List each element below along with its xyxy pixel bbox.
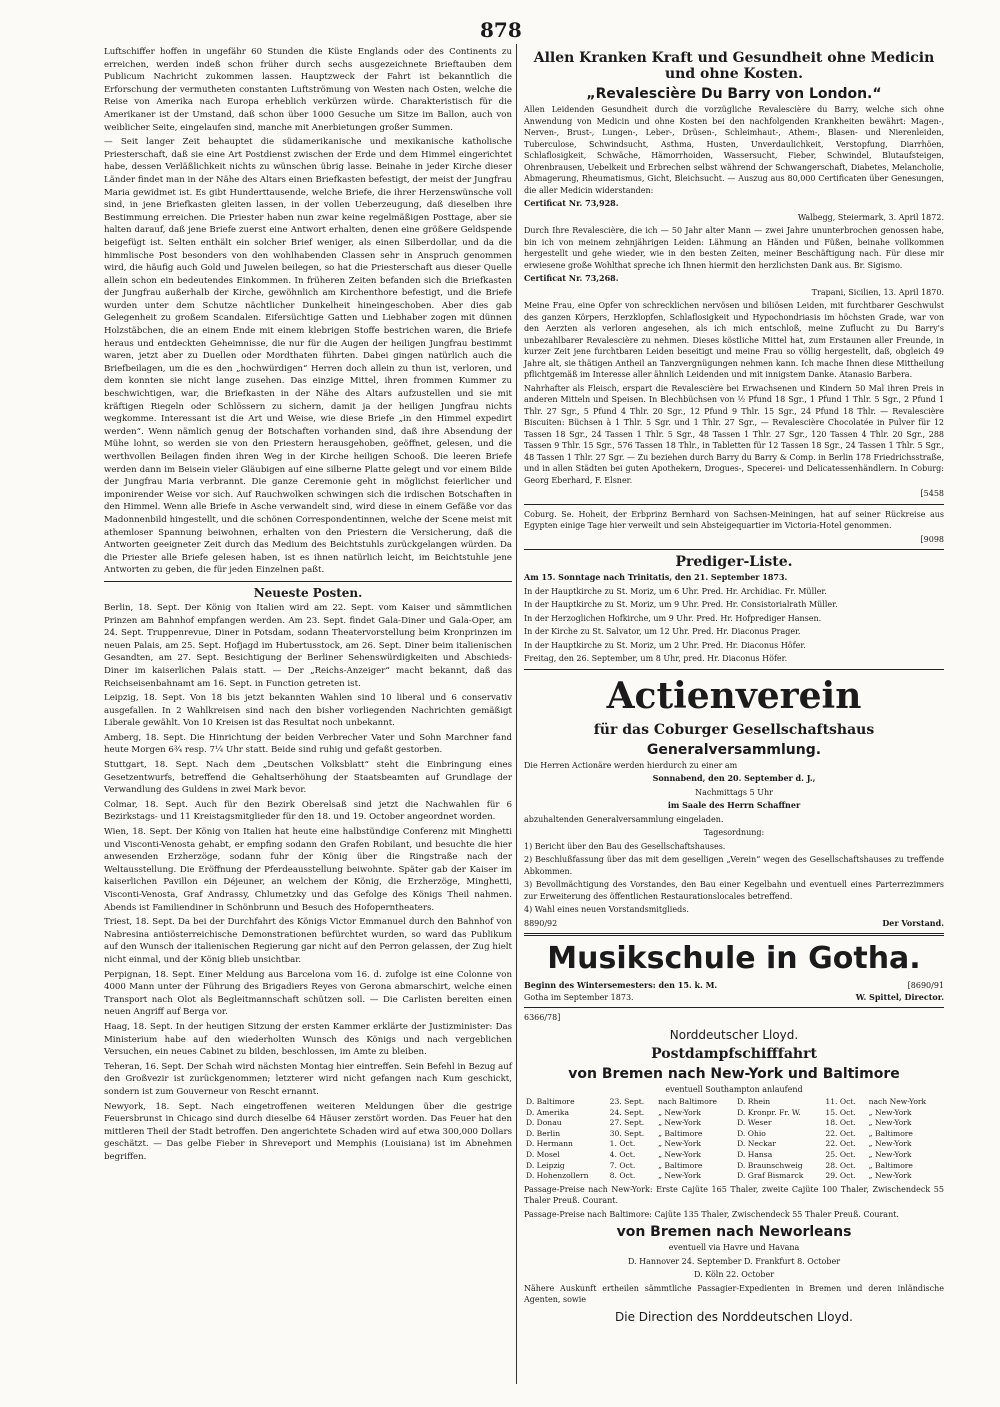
ship-cell: D. Hohenzollern bbox=[526, 1171, 589, 1181]
ship-row bbox=[524, 1161, 944, 1172]
lloyd-pass2: Passage-Preise nach Baltimore: Cajüte 135 Thaler, Zwischendeck 55 Thaler Preuß. Courant. bbox=[524, 1209, 899, 1219]
ship-cell: 24. Sept. bbox=[609, 1107, 645, 1117]
lloyd-pass1: Passage-Preise nach New-York: Erste Cajüte 165 Thaler, zweite Cajüte 100 Thaler, Zwischendeck 55 Thaler Preuß. Courant. bbox=[524, 1184, 944, 1206]
barry-prices: Nahrhafter als Fleisch, erspart die Revalescière bei Erwachsenen und Kindern 50 Mal ihren Preis in anderen Mitteln und Speisen. In Blechbüchsen von ½ Pfund 18 Sgr., 1 Pfund 1 Thlr. 5 Sgr., 2 Pfund 1 Thlr. 27 Sgr., 5 Pfund 4 Thlr. 20 Sgr., 12 Pfund 9 Thlr. 15 Sgr., 24 Pfund 18 Thlr. — Revalescière Biscuiten: Büchsen à 1 Thlr. 5 Sgr. und 1 Thlr. 27 Sgr., — Revalescière Chocolatée in Pulver für 12 Tassen 18 Sgr., 24 Tassen 1 Thlr. 5 Sgr., 48 Tassen 1 Thlr. 27 Sgr., 120 Tassen 4 Thlr. 20 Sgr., 288 Tassen 9 Thlr. 15 Sgr., 576 Tassen 18 Thlr., in Tabletten für 12 Tassen 18 Sgr., 24 Tassen 1 Thlr. 5 Sgr., 48 Tassen 1 Thlr. 27 Sgr. — Zu beziehen durch Barry du Barry & Comp. in Berlin 178 Friedrichsstraße, und in allen Städten bei guten Apothekern, Drogues-, Specerei- und Delicatessenhändlern. In Coburg: Georg Eberhard, F. Elsner. bbox=[524, 383, 944, 485]
ship-row bbox=[524, 1118, 944, 1129]
ship-cell: D. Amerika bbox=[526, 1107, 570, 1117]
ship-cell: 22. Oct. bbox=[825, 1139, 856, 1149]
divider bbox=[104, 581, 512, 582]
agenda-item: 3) Bevollmächtigung des Vorstandes, den Bau einer Kegelbahn und eventuell eines Parterrezimmers zur Erweiterung des öffentlichen Restaurationslocales betreffend. bbox=[524, 880, 944, 901]
actien-title: Actienverein bbox=[606, 674, 862, 717]
column-divider bbox=[516, 44, 517, 1384]
news-item: Wien, 18. Sept. Der König von Italien hat heute eine halbstündige Conferenz mit Minghetti und Visconti-Venosta gehabt, er empfing sodann den Grafen Robilant, und besuchte die hier anwesenden Erzherzöge, sodann fuhr der König über die Ringstraße nach der Weltausstellung. Die Eröffnung der Pferdeausstellung beiwohnte. Später gab der Kaiser im kaiserlichen Pavillon ein Déjeuner, an welchem der König, die Erzherzöge, Minghetti, Visconti-Venosta, Graf Andrassy, Chlumetzky und das Gefolge des Königs Theil nahmen. Abends ist Familiendiner in Schönbrunn und Besuch des Hofoperntheaters. bbox=[104, 827, 512, 913]
divider bbox=[524, 549, 944, 550]
ship-cell: D. Neckar bbox=[737, 1139, 776, 1149]
lloyd-ships3: D. Köln 22. October bbox=[693, 1270, 775, 1280]
ships-table bbox=[524, 1097, 944, 1182]
ship-cell: 30. Sept. bbox=[609, 1128, 645, 1138]
actien-place: im Saale des Herrn Schaffner bbox=[667, 800, 801, 810]
article-heavenly-post: — Seit langer Zeit behauptet die südamerikanische und mexikanische katholische Priesterschaft, daß sie eine Art Postdienst zwischen der Erde und dem Himmel eingerichtet habe, dessen Verläßlichkeit nichts zu wünschen übrig lasse. Beinahe in jeder Kirche dieser Länder findet man in der Nähe des Altars einen Briefkasten befestigt, der meist der Jungfrau Maria gewidmet ist. Es gibt Hunderttausende, welche Briefe, die ihrer Herzenswünsche voll sind, in jene Briefkasten gleiten lassen, in der vollen Ueberzeugung, daß dieselben ihre Bestimmung erreichen. Die Priester haben nun zwar keine regelmäßigen Posttage, aber sie halten darauf, daß jene Briefe zuerst eine Antwort erhalten, denen eine größere Geldspende beigefügt ist. Selten enthält ein solcher Brief weniger, als einen Silberdollar, und da die himmlische Post besonders von den wohlhabenden Classen sehr in Anspruch genommen wird, die häufig auch Gold und Juwelen beilegen, so hat die Priesterschaft aus dieser Quelle allein schon ein bedeutendes Einkommen. In früheren Zeiten befanden sich die Briefkasten der Jungfrau außerhalb der Kirche, gewöhnlich am Kirchenthore befestigt, und die Briefe wurden unter dem Schutze nächtlicher Dunkelheit hineingeschoben. Aber dies gab Gelegenheit zu großem Scandalen. Eifersüchtige Gatten und Liebhaber zogen mit dünnen Holzstäbchen, die an einem Ende mit einem klebrigen Stoffe bestrichen waren, die Briefe heraus und entdeckten Geheimnisse, die nur für die Augen der heiligen Jungfrau bestimmt waren, jetzt aber zu Duellen oder Mordthaten führten. Dabei gingen natürlich auch die Briefbeilagen, um die es den „hochwürdigen“ Herren doch allein zu thun ist, verloren, und dem konnten sie nicht lange zusehen. Das einzige Mittel, ihren frommen Kummer zu beschwichtigen, war, die Briefkasten in der Nähe des Altars aufzustellen und sie mit kräftigen Riegeln oder Schlössern zu sichern, damit ja der heiligen Jungfrau nichts wegkomme. Interessant ist die Art und Weise, wie diese Briefe „in den Himmel expedirt werden“. Wenn nämlich genug der Botschaften vorhanden sind, daß ihre Absendung der Mühe lohnt, so werden sie von den Priestern herausgehoben, geöffnet, gelesen, und die werthvollen Beilagen finden ihren Weg in der Kirche heiligen Schooß. Die leeren Briefe werden dann im Beisein vieler Gläubigen auf eine silberne Platte gelegt und vor einem Bilde der Jungfrau Maria verbrannt. Die ganze Ceremonie geht in möglichst feierlicher und imponirender Weise vor sich. Auf Rauchwolken schwingen sich die irdischen Botschaften in den Himmel. Wenn alle Briefe in Asche verwandelt sind, wird diese in einem Gefäße vor das Madonnenbild hingestellt, und die schönen Correspondentinnen, welche der Scene meist mit athemloser Spannung beiwohnen, erhalten von den Priestern die Versicherung, daß die Antworten geeigneter Zeit durch das Medium des Beichtstuhls zurückgelangen würden. Da die Priester alle Briefe gelesen haben, ist es ihnen natürlich leicht, im Beichtstuhle jene Antworten zu geben, die für jeden Einzelnen paßt. bbox=[104, 137, 512, 576]
ship-cell: „ Baltimore bbox=[868, 1128, 913, 1138]
music-place: Gotha im September 1873. bbox=[524, 992, 634, 1002]
cert1-text: Durch Ihre Revalescière, die ich — 50 Jahr alter Mann — zwei Jahre ununterbrochen genossen habe, bin ich von meinem zehnjährigen Leiden: Lähmung an Händen und Füßen, beinahe vollkommen hergestellt und gehe wieder, wie in den besten Zeiten, meiner Beschäftigung nach. Für diese mir erwiesene große Wohlthat spreche ich Ihnen hiermit den herzlichsten Dank aus. Br. Sigismo. bbox=[524, 226, 944, 270]
agenda-item: 1) Bericht über den Bau des Gesellschaftshauses. bbox=[524, 841, 726, 851]
lloyd-company: Norddeutscher Lloyd. bbox=[669, 1027, 799, 1042]
ship-cell: D. Berlin bbox=[526, 1128, 561, 1138]
lloyd-route: von Bremen nach New-York und Baltimore bbox=[568, 1065, 900, 1082]
preacher-line: In der Hauptkirche zu St. Moriz, um 9 Uhr. Pred. Hr. Consistorialrath Müller. bbox=[524, 600, 838, 609]
ship-cell: D. Braunschweig bbox=[737, 1160, 803, 1170]
divider bbox=[524, 669, 944, 670]
ship-cell: „ New-York bbox=[658, 1118, 701, 1128]
ship-cell: 28. Oct. bbox=[825, 1160, 856, 1170]
lloyd-advertisement bbox=[524, 1012, 944, 1324]
actien-date: Sonnabend, den 20. September d. J., bbox=[652, 773, 816, 783]
news-item: Colmar, 18. Sept. Auch für den Bezirk Oberelsaß sind jetzt die Nachwahlen für 6 Bezirkstags- und 11 Kreistagsmitglieder für den 18. und 19. October angeordnet worden. bbox=[104, 799, 512, 823]
ship-cell: 25. Oct. bbox=[825, 1149, 856, 1159]
music-title: Musikschule in Gotha. bbox=[547, 941, 921, 976]
barry-advertisement bbox=[524, 50, 944, 500]
lloyd-via2: eventuell via Havre und Havana bbox=[668, 1243, 800, 1253]
actien-sign: Der Vorstand. bbox=[882, 917, 944, 928]
ship-cell: 7. Oct. bbox=[609, 1160, 636, 1170]
ship-cell: „ Baltimore bbox=[658, 1160, 703, 1170]
news-item: Stuttgart, 18. Sept. Nach dem „Deutschen Volksblatt“ steht die Einbringung eines Gesetzentwurfs, betreffend die Gehaltserhöhung der Staatsbeamten auf Grundlage der Verwandlung des Guldens in zwei Mark bevor. bbox=[104, 760, 512, 796]
ship-cell: D. Rhein bbox=[737, 1097, 771, 1106]
ship-cell: D. Mosel bbox=[526, 1149, 560, 1159]
ship-cell: „ New-York bbox=[658, 1149, 701, 1159]
music-line: Beginn des Wintersemesters: den 15. k. M. bbox=[524, 980, 718, 990]
actien-sub2: Generalversammlung. bbox=[646, 741, 822, 758]
preacher-sub: Am 15. Sonntage nach Trinitatis, den 21. September 1873. bbox=[524, 572, 788, 582]
ship-cell: 23. Sept. bbox=[609, 1097, 645, 1106]
ship-cell: 8. Oct. bbox=[609, 1171, 636, 1181]
actien-held: abzuhaltenden Generalversammlung eingeladen. bbox=[524, 814, 724, 824]
actien-sub1: für das Coburger Gesellschaftshaus bbox=[593, 721, 875, 738]
ship-cell: D. Hermann bbox=[526, 1139, 573, 1149]
lloyd-via: eventuell Southampton anlaufend bbox=[665, 1084, 803, 1094]
barry-title: Allen Kranken Kraft und Gesundheit ohne Medicin und ohne Kosten. bbox=[533, 50, 935, 82]
barry-ref: [5458 bbox=[920, 489, 944, 498]
ship-cell: „ New-York bbox=[658, 1107, 701, 1117]
lloyd-ref: 6366/78] bbox=[524, 1013, 561, 1022]
ship-cell: nach New-York bbox=[868, 1097, 927, 1106]
ship-row bbox=[524, 1108, 944, 1119]
ship-cell: 18. Oct. bbox=[825, 1118, 856, 1128]
actien-notice bbox=[524, 674, 944, 930]
ship-cell: D. Ohio bbox=[737, 1128, 766, 1138]
ship-cell: D. Kronpr. Fr. W. bbox=[737, 1107, 801, 1117]
news-item: Triest, 18. Sept. Da bei der Durchfahrt des Königs Victor Emmanuel durch den Bahnhof von Nabresina antiösterreichische Demonstrationen befürchtet wurden, so ward das Publikum auf den Wunsch der italienischen Regierung gar nicht auf den Perron gelassen, der Zug hielt nicht einmal, und der König blieb unsichtbar. bbox=[104, 917, 512, 965]
ship-cell: D. Baltimore bbox=[526, 1097, 575, 1106]
ship-cell: „ New-York bbox=[868, 1171, 912, 1181]
agenda-list bbox=[524, 841, 944, 916]
left-column bbox=[104, 46, 512, 1165]
ship-cell: 15. Oct. bbox=[825, 1107, 856, 1117]
ship-cell: „ New-York bbox=[868, 1139, 912, 1149]
preacher-line: In der Kirche zu St. Salvator, um 12 Uhr. Pred. Hr. Diaconus Prager. bbox=[524, 627, 801, 636]
music-sign-row bbox=[524, 992, 944, 1004]
page-number: 878 bbox=[480, 18, 522, 42]
lloyd-title: Postdampfschifffahrt bbox=[651, 1045, 817, 1062]
news-item: Newyork, 18. Sept. Nach eingetroffenen weiteren Meldungen über die gestrige Feuersbrunst in Chicago sind durch dieselbe 64 Häuser zerstört worden. Das Feuer hat den mittleren Theil der Stadt betroffen. Den angerichtete Schaden wird auf etwa 300,000 Dollars geschätzt. — Das gelbe Fieber in Shreveport und Memphis (Louisiana) ist im Abnehmen begriffen. bbox=[104, 1101, 512, 1162]
ship-row bbox=[524, 1171, 944, 1182]
ship-cell: D. Donau bbox=[526, 1118, 562, 1128]
coburg-text: Coburg. Se. Hoheit, der Erbprinz Bernhard von Sachsen-Meiningen, hat auf seiner Rückreise aus Egypten einige Tage hier verweilt und sein Absteigequartier im Victoria-Hotel genommen. bbox=[524, 509, 944, 530]
ship-cell: „ New-York bbox=[868, 1149, 912, 1159]
coburg-notice bbox=[524, 509, 944, 546]
divider bbox=[524, 1007, 944, 1008]
lloyd-sign: Die Direction des Norddeutschen Lloyd. bbox=[615, 1309, 853, 1324]
actien-intro: Die Herren Actionäre werden hierdurch zu einer am bbox=[524, 760, 738, 770]
news-item: Perpignan, 18. Sept. Einer Meldung aus Barcelona vom 16. d. zufolge ist eine Colonne von 4000 Mann unter der Führung des Brigadiers Reyes von Gerona abmarschirt, welche einen Transport nach Olot als Begleitmannschaft schützen soll. — Die Carlisten bereiten einen neuen Angriff auf Berga vor. bbox=[104, 969, 512, 1018]
ship-cell: „ New-York bbox=[868, 1118, 912, 1128]
news-section-title: Neueste Posten. bbox=[253, 585, 363, 600]
cert1-place: Walbegg, Steiermark, 3. April 1872. bbox=[797, 212, 944, 222]
ship-cell: „ Baltimore bbox=[868, 1160, 913, 1170]
ship-cell: „ New-York bbox=[658, 1171, 701, 1181]
ship-cell: 11. Oct. bbox=[825, 1097, 856, 1106]
lloyd-ships2: D. Hannover 24. September D. Frankfurt 8. October bbox=[627, 1256, 841, 1266]
right-column bbox=[524, 46, 944, 1326]
coburg-ref: [9098 bbox=[920, 534, 944, 544]
ship-cell: „ New-York bbox=[658, 1139, 701, 1149]
ship-cell: 29. Oct. bbox=[825, 1171, 856, 1181]
news-list bbox=[104, 602, 512, 1164]
ship-cell: „ New-York bbox=[868, 1107, 912, 1117]
ship-cell: D. Hansa bbox=[737, 1149, 773, 1159]
ship-cell: 27. Sept. bbox=[609, 1118, 645, 1128]
cert1-label: Certificat Nr. 73,928. bbox=[524, 198, 619, 208]
preacher-list bbox=[524, 554, 944, 665]
barry-subtitle: „Revalescière Du Barry von London.“ bbox=[586, 86, 882, 102]
news-item: Teheran, 16. Sept. Der Schah wird nächsten Montag hier eintreffen. Sein Befehl in Bezug auf den Großvezir ist zurückgenommen; letzterer wird nicht gefangen nach Kum geschickt, sondern ist zum Gouverneur von Rescht ernannt. bbox=[104, 1061, 512, 1097]
agenda-item: 2) Beschlußfassung über das mit dem geselligen „Verein“ wegen des Gesellschaftshauses zu treffende Abkommen. bbox=[524, 855, 944, 876]
ship-row bbox=[524, 1129, 944, 1140]
ship-cell: D. Weser bbox=[737, 1118, 772, 1128]
cert2-label: Certificat Nr. 73,268. bbox=[524, 273, 619, 283]
ship-cell: 22. Oct. bbox=[825, 1128, 856, 1138]
preacher-line: In der Hauptkirche zu St. Moriz, um 2 Uhr. Pred. Hr. Diaconus Höfer. bbox=[524, 640, 806, 650]
news-item: Amberg, 18. Sept. Die Hinrichtung der beiden Verbrecher Vater und Sohn Marchner fand heute Morgen 6¾ resp. 7¼ Uhr statt. Beide sind ruhig und gefaßt gestorben. bbox=[104, 732, 512, 756]
lloyd-info: Nähere Auskunft ertheilen sämmtliche Passagier-Expedienten in Bremen und deren inländische Agenten, sowie bbox=[524, 1283, 944, 1305]
news-item: Leipzig, 18. Sept. Von 18 bis jetzt bekannten Wahlen sind 10 liberal und 6 conservativ ausgefallen. In 2 Wahlkreisen sind nach den bisher vorliegenden Nachrichten gemäßigt Liberale gewählt. Von 10 Kreisen ist das Resultat noch unbekannt. bbox=[104, 693, 512, 729]
music-line-row bbox=[524, 980, 944, 992]
preacher-lines bbox=[524, 586, 944, 665]
agenda-item: 4) Wahl eines neuen Vorstandsmitglieds. bbox=[524, 905, 689, 914]
music-ref: [8690/91 bbox=[907, 981, 944, 990]
preacher-line: Freitag, den 26. September, um 8 Uhr, pred. Hr. Diaconus Höfer. bbox=[524, 654, 788, 663]
music-sign: W. Spittel, Director. bbox=[855, 991, 944, 1002]
ship-cell: nach Baltimore bbox=[658, 1097, 717, 1106]
divider bbox=[524, 504, 944, 505]
agenda-title: Tagesordnung: bbox=[703, 828, 765, 837]
music-school-notice bbox=[524, 940, 944, 1003]
actien-ref: 8890/92 bbox=[524, 918, 558, 928]
preacher-line: In der Hauptkirche zu St. Moriz, um 6 Uhr. Pred. Hr. Archidiac. Fr. Müller. bbox=[524, 586, 827, 596]
ship-cell: D. Leipzig bbox=[526, 1160, 565, 1170]
ship-row bbox=[524, 1150, 944, 1161]
ship-cell: „ Baltimore bbox=[658, 1128, 703, 1138]
article-balloon: Luftschiffer hoffen in ungefähr 60 Stunden die Küste Englands oder des Continents zu erreichen, werden indeß schon früher durch sechs ausgezeichnete Brieftauben dem Publicum Nachricht zukommen lassen. Hauptzweck der Fahrt ist bekanntlich die Erforschung der vermutheten constanten Luftströmung von Westen nach Osten, welche die Reise von Amerika nach Europa erheblich verkürzen würde. Charakteristisch für die Amerikaner ist der Umstand, daß schon über 1000 Gesuche um Sitze im Ballon, auch von weiblicher Seite, eingelaufen sind, manche mit Anerbietungen großer Summen. bbox=[104, 47, 512, 133]
ship-cell: 4. Oct. bbox=[609, 1149, 636, 1159]
preacher-line: In der Herzoglichen Hofkirche, um 9 Uhr. Pred. Hr. Hofprediger Hansen. bbox=[524, 613, 822, 623]
ship-row bbox=[524, 1097, 944, 1108]
actien-footer bbox=[524, 918, 944, 930]
barry-body: Allen Leidenden Gesundheit durch die vorzügliche Revalescière du Barry, welche sich ohne Anwendung von Medicin und ohne Kosten bei den nachfolgenden Krankheiten bewährt: Magen-, Nerven-, Brust-, Lungen-, Leber-, Drüsen-, Schleimhaut-, Athem-, Blasen- und Nierenleiden, Tuberculose, Schwindsucht, Asthma, Husten, Unverdaulichkeit, Verstopfung, Diarrhöen, Schlaflosigkeit, Schwäche, Hämorrhoiden, Wassersucht, Fieber, Schwindel, Blutaufsteigen, Ohrenbrausen, Uebelkeit und Erbrechen selbst während der Schwangerschaft, Diabetes, Melancholie, Abmagerung, Rheumatismus, Gicht, Bleichsucht. — Auszug aus 80,000 Certificaten über Genesungen, die aller Medicin widerstanden: bbox=[524, 105, 944, 195]
ship-row bbox=[524, 1139, 944, 1150]
preacher-title: Prediger-Liste. bbox=[675, 554, 793, 570]
news-item: Berlin, 18. Sept. Der König von Italien wird am 22. Sept. vom Kaiser und sämmtlichen Prinzen am Bahnhof empfangen werden. Am 23. Sept. findet Gala-Diner und Gala-Oper, am 24. Sept. Truppenrevue, Diner in Potsdam, sodann Theatervorstellung beim Kronprinzen im neuen Palais, am 25. Sept. Hofjagd im Hubertusstock, am 26. Sept. Diner beim italienischen Gesandten, am 27. Sept. Besichtigung der Berliner Sehenswürdigkeiten und Abschieds-Diner im kaiserlichen Palais statt. — Der „Reichs-Anzeiger“ macht bekannt, daß das Reichseisenbahnamt am 16. Sept. in Function getreten ist. bbox=[104, 602, 512, 689]
actien-time: Nachmittags 5 Uhr bbox=[695, 787, 773, 797]
cert2-text: Meine Frau, eine Opfer von schrecklichen nervösen und biliösen Leiden, mit furchtbarer Geschwulst des ganzen Körpers, Herzklopfen, Schlaflosigkeit und Hypochondriasis im höchsten Grade, war von den Aerzten als verloren angesehen, als ich mich entschloß, meine Zuflucht zu Du Barry's unbezahlbarer Revalescière zu nehmen. Dieses köstliche Mittel hat, zum Erstaunen aller Freunde, in kurzer Zeit jene furchtbaren Leiden beseitigt und meine Frau so völlig hergestellt, daß, obgleich 49 Jahre alt, sie thätigen Antheil an Tanzvergnügungen nehmen kann. Ich mache Ihnen diese Mittheilung pflichtgemäß im Interesse aller ähnlich Leidenden und mit innigstem Danke. Atanasio Barbera. bbox=[524, 301, 944, 379]
ship-cell: 1. Oct. bbox=[609, 1139, 636, 1149]
news-item: Haag, 18. Sept. In der heutigen Sitzung der ersten Kammer erklärte der Justizminister: Das Ministerium habe auf den wiederholten Wunsch des Königs und nach vergeblichen Versuchen, ein neues Cabinet zu bilden, beschlossen, im Amte zu bleiben. bbox=[104, 1021, 512, 1058]
divider bbox=[524, 933, 944, 936]
lloyd-route2: von Bremen nach Neworleans bbox=[616, 1224, 852, 1241]
cert2-place: Trapani, Sicilien, 13. April 1870. bbox=[811, 287, 944, 297]
ship-cell: D. Graf Bismarck bbox=[737, 1171, 804, 1181]
